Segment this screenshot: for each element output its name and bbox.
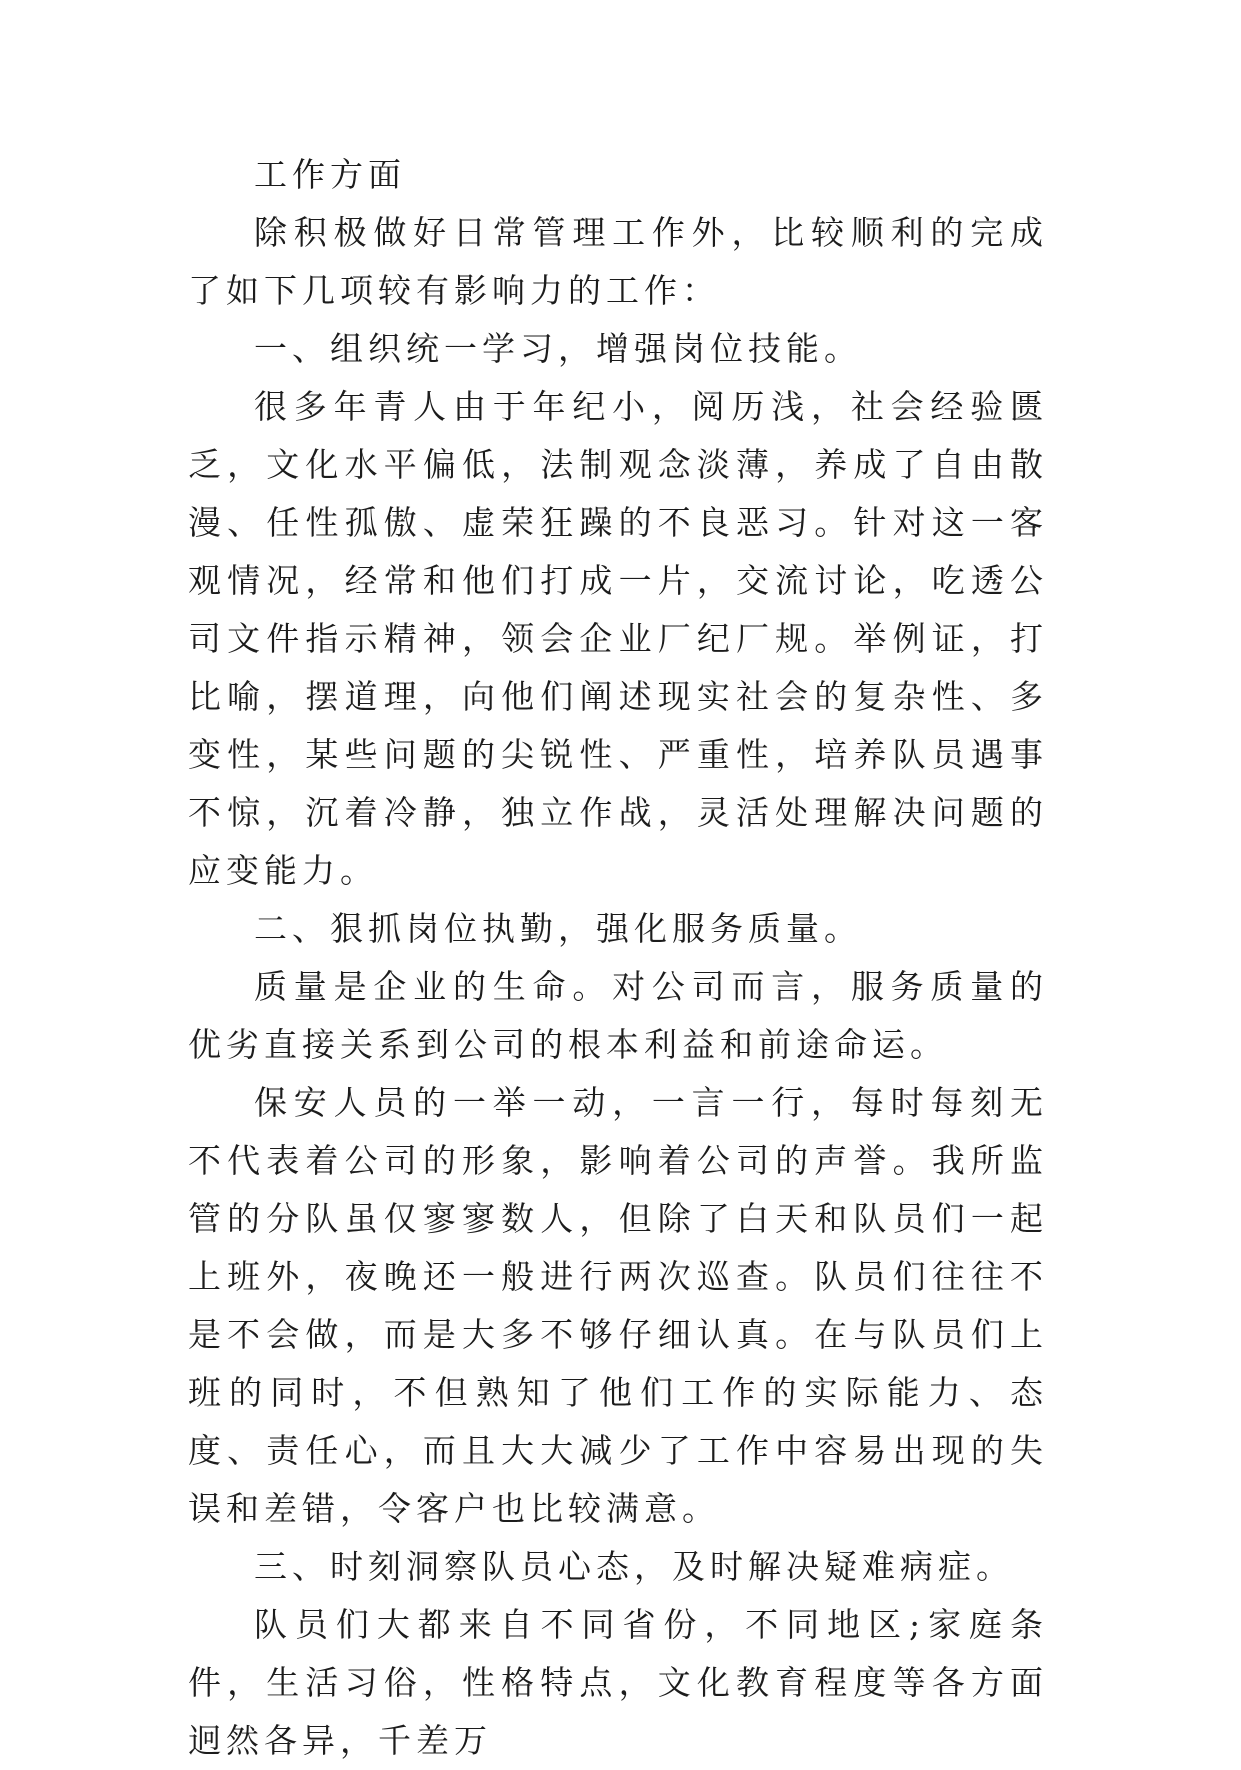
body-paragraph-1: 很多年青人由于年纪小，阅历浅，社会经验匮乏，文化水平偏低，法制观念淡薄，养成了自由散漫、任性孤傲、虚荣狂躁的不良恶习。针对这一客观情况，经常和他们打成一片，交流讨论，吃透公司文件指示精神，领会企业厂纪厂规。举例证，打比喻，摆道理，向他们阐述现实社会的复杂性、多变性，某些问题的尖锐性、严重性，培养队员遇事不惊，沉着冷静，独立作战，灵活处理解决问题的应变能力。: [188, 387, 1048, 890]
item-heading-3: 三、时刻洞察队员心态，及时解决疑难病症。: [254, 1547, 1014, 1586]
section-heading-work: 工作方面: [254, 155, 406, 194]
body-paragraph-4: 队员们大都来自不同省份，不同地区;家庭条件，生活习俗，性格特点，文化教育程度等各方面迥然各异，千差万: [188, 1605, 1048, 1760]
item-heading-1: 一、组织统一学习，增强岗位技能。: [254, 329, 862, 368]
body-paragraph-3: 保安人员的一举一动，一言一行，每时每刻无不代表着公司的形象，影响着公司的声誉。我所监管的分队虽仅寥寥数人，但除了白天和队员们一起上班外，夜晚还一般进行两次巡查。队员们往往不是不会做，而是大多不够仔细认真。在与队员们上班的同时，不但熟知了他们工作的实际能力、态度、责任心，而且大大减少了工作中容易出现的失误和差错，令客户也比较满意。: [188, 1083, 1048, 1528]
intro-paragraph: 除积极做好日常管理工作外，比较顺利的完成了如下几项较有影响力的工作：: [188, 213, 1048, 310]
document-body: [188, 146, 1048, 1770]
item-heading-2: 二、狠抓岗位执勤，强化服务质量。: [254, 909, 862, 948]
body-paragraph-2: 质量是企业的生命。对公司而言，服务质量的优劣直接关系到公司的根本利益和前途命运。: [188, 967, 1048, 1064]
